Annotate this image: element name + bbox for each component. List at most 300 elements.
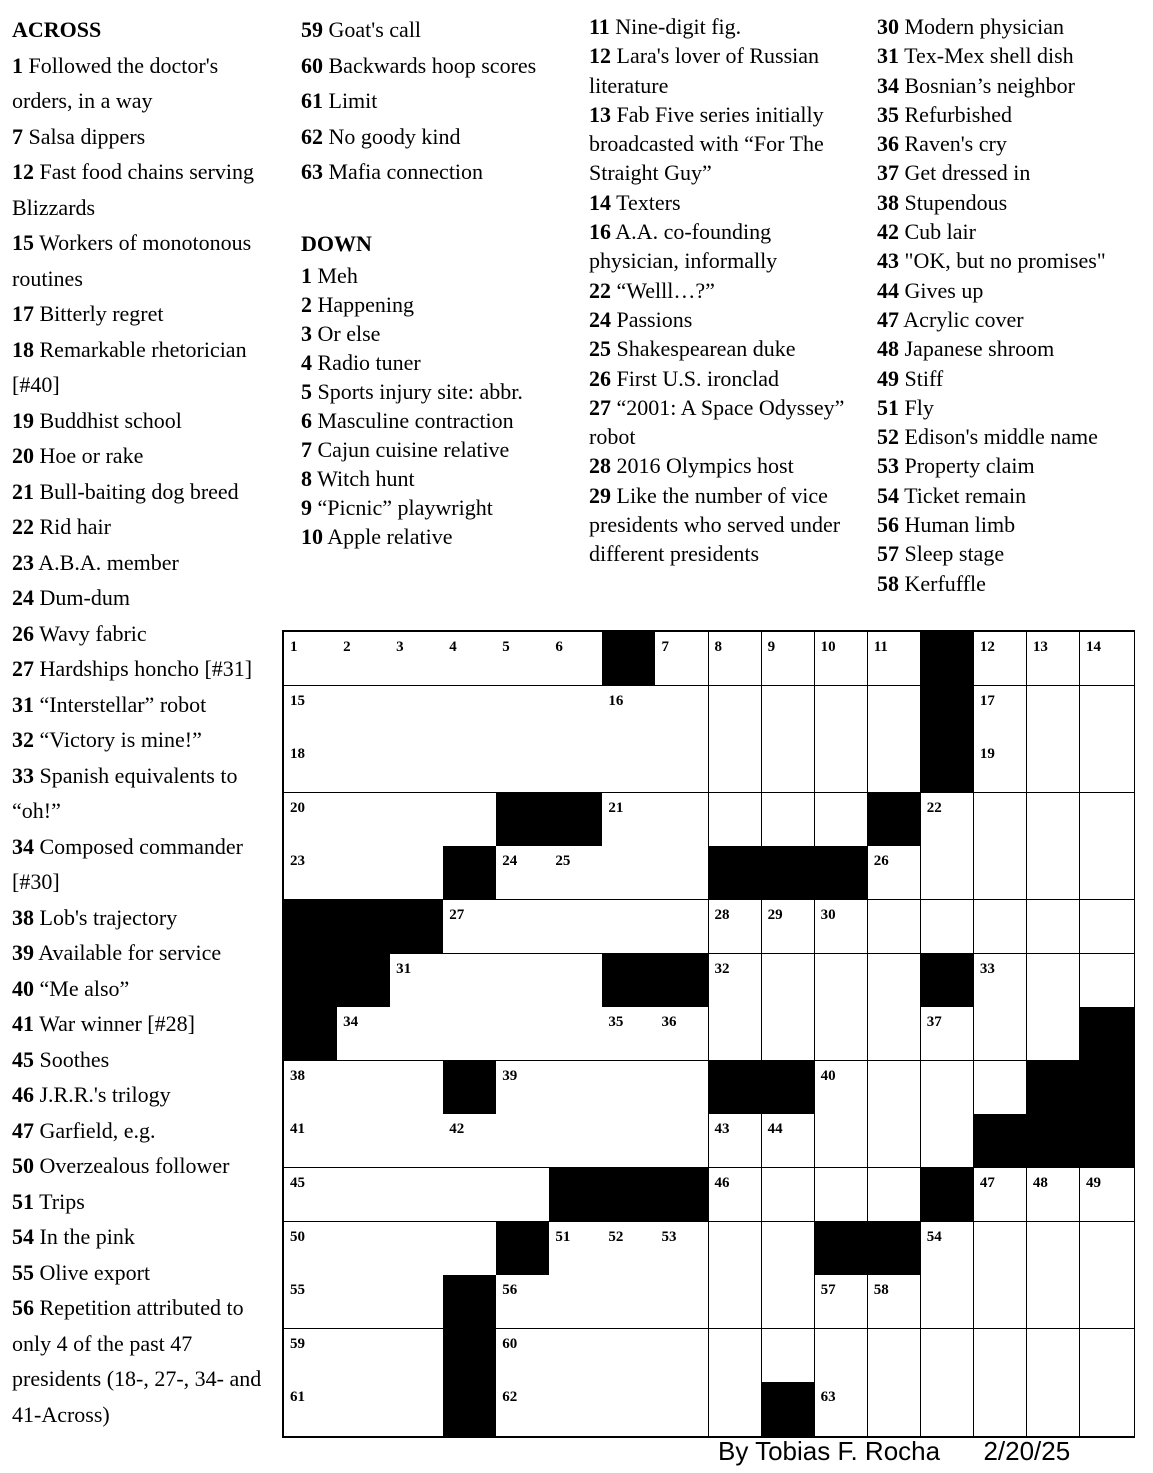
grid-cell[interactable] xyxy=(496,1007,550,1061)
grid-cell[interactable] xyxy=(815,793,869,847)
grid-cell[interactable] xyxy=(284,739,338,793)
grid-cell[interactable] xyxy=(549,1007,603,1061)
across-clue-22[interactable] xyxy=(12,509,280,545)
across-clue-46[interactable] xyxy=(12,1077,280,1113)
grid-cell[interactable] xyxy=(549,686,603,740)
grid-cell[interactable] xyxy=(815,1114,869,1168)
across-clue-50[interactable] xyxy=(12,1148,280,1184)
grid-cell[interactable] xyxy=(284,632,338,686)
grid-cell[interactable] xyxy=(1080,1275,1134,1329)
clue-number: 12 xyxy=(12,159,34,184)
grid-cell[interactable] xyxy=(1027,1275,1081,1329)
grid-cell[interactable] xyxy=(1080,793,1134,847)
grid-cell[interactable] xyxy=(921,1329,975,1383)
grid-cell[interactable] xyxy=(762,900,816,954)
grid-cell[interactable] xyxy=(762,793,816,847)
grid-cell[interactable] xyxy=(655,632,709,686)
grid-cell[interactable] xyxy=(337,1007,391,1061)
grid-cell[interactable] xyxy=(655,1061,709,1115)
grid-cell[interactable] xyxy=(443,900,497,954)
grid-cell[interactable] xyxy=(815,954,869,1008)
down-clue-11[interactable] xyxy=(589,12,864,41)
across-clue-21[interactable] xyxy=(12,474,280,510)
grid-cell[interactable] xyxy=(974,1382,1028,1436)
down-clue-4[interactable] xyxy=(301,348,571,377)
across-clue-63[interactable] xyxy=(301,154,571,190)
grid-cell[interactable] xyxy=(921,1114,975,1168)
grid-cell[interactable] xyxy=(496,739,550,793)
grid-cell[interactable] xyxy=(974,1007,1028,1061)
grid-cell[interactable] xyxy=(1080,900,1134,954)
grid-cell[interactable] xyxy=(655,846,709,900)
grid-cell[interactable] xyxy=(284,1382,338,1436)
grid-cell[interactable] xyxy=(868,1114,922,1168)
grid-cell[interactable] xyxy=(337,1329,391,1383)
across-clue-54[interactable] xyxy=(12,1219,280,1255)
grid-cell[interactable] xyxy=(602,1275,656,1329)
across-clue-39[interactable] xyxy=(12,935,280,971)
grid-cell[interactable] xyxy=(443,954,497,1008)
grid-cell[interactable] xyxy=(549,1275,603,1329)
down-clue-56[interactable] xyxy=(877,510,1147,539)
grid-cell[interactable] xyxy=(284,846,338,900)
down-clue-58[interactable] xyxy=(877,569,1147,598)
clue-text: Kerfuffle xyxy=(904,570,986,596)
grid-cell[interactable] xyxy=(709,686,763,740)
grid-cell[interactable] xyxy=(655,1007,709,1061)
across-clue-32[interactable] xyxy=(12,722,280,758)
grid-cell[interactable] xyxy=(337,846,391,900)
across-clue-33[interactable] xyxy=(12,758,280,829)
grid-cell[interactable] xyxy=(496,1114,550,1168)
grid-cell[interactable] xyxy=(762,686,816,740)
down-clue-35[interactable] xyxy=(877,100,1147,129)
down-clue-5[interactable] xyxy=(301,377,571,406)
grid-cell[interactable] xyxy=(1027,739,1081,793)
across-clue-17[interactable] xyxy=(12,296,280,332)
across-clue-15[interactable] xyxy=(12,225,280,296)
grid-cell[interactable] xyxy=(602,1222,656,1276)
grid-cell[interactable] xyxy=(974,1329,1028,1383)
grid-cell[interactable] xyxy=(762,632,816,686)
clue-text: In the pink xyxy=(39,1224,135,1249)
down-clue-26[interactable] xyxy=(589,364,864,393)
down-clue-38[interactable] xyxy=(877,188,1147,217)
grid-cell[interactable] xyxy=(815,1007,869,1061)
down-clue-27[interactable] xyxy=(589,393,864,452)
grid-cell[interactable] xyxy=(815,1061,869,1115)
grid-cell[interactable] xyxy=(815,632,869,686)
grid-cell[interactable] xyxy=(1027,686,1081,740)
across-clue-51[interactable] xyxy=(12,1184,280,1220)
grid-cell[interactable] xyxy=(284,686,338,740)
clue-text: War winner [#28] xyxy=(39,1011,195,1036)
down-clue-6[interactable] xyxy=(301,406,571,435)
grid-cell[interactable] xyxy=(1080,686,1134,740)
cell-number: 56 xyxy=(502,1282,518,1299)
grid-cell[interactable] xyxy=(390,1329,444,1383)
grid-cell[interactable] xyxy=(549,1061,603,1115)
grid-cell[interactable] xyxy=(762,1329,816,1383)
across-clue-20[interactable] xyxy=(12,438,280,474)
grid-cell[interactable] xyxy=(602,793,656,847)
grid-cell[interactable] xyxy=(709,1222,763,1276)
grid-cell[interactable] xyxy=(921,900,975,954)
grid-cell[interactable] xyxy=(390,1382,444,1436)
grid-cell[interactable] xyxy=(709,739,763,793)
grid-cell[interactable] xyxy=(762,739,816,793)
grid-cell[interactable] xyxy=(655,1382,709,1436)
grid-cell[interactable] xyxy=(815,900,869,954)
across-clue-56[interactable] xyxy=(12,1290,280,1432)
down-clue-37[interactable] xyxy=(877,158,1147,187)
grid-cell[interactable] xyxy=(390,793,444,847)
down-clue-57[interactable] xyxy=(877,539,1147,568)
grid-cell[interactable] xyxy=(815,1329,869,1383)
grid-cell[interactable] xyxy=(868,1061,922,1115)
grid-cell[interactable] xyxy=(709,793,763,847)
across-clue-55[interactable] xyxy=(12,1255,280,1291)
clue-text: Soothes xyxy=(39,1046,110,1072)
grid-cell[interactable] xyxy=(337,1168,391,1222)
grid-cell[interactable] xyxy=(390,846,444,900)
down-clue-49[interactable] xyxy=(877,364,1147,393)
down-clue-13[interactable] xyxy=(589,100,864,188)
grid-cell[interactable] xyxy=(921,1275,975,1329)
grid-cell[interactable] xyxy=(921,1061,975,1115)
grid-cell[interactable] xyxy=(443,1114,497,1168)
grid-cell[interactable] xyxy=(709,954,763,1008)
clue-number: 1 xyxy=(12,52,23,78)
grid-cell[interactable] xyxy=(974,1168,1028,1222)
grid-cell[interactable] xyxy=(496,1382,550,1436)
grid-cell[interactable] xyxy=(762,1168,816,1222)
grid-cell[interactable] xyxy=(815,739,869,793)
across-clue-7[interactable] xyxy=(12,119,280,155)
grid-cell[interactable] xyxy=(390,632,444,686)
grid-cell[interactable] xyxy=(390,954,444,1008)
grid-cell[interactable] xyxy=(762,954,816,1008)
clue-text: Fast food chains serving Blizzards xyxy=(12,159,254,220)
across-clue-19[interactable] xyxy=(12,403,280,439)
across-clue-24[interactable] xyxy=(12,580,280,616)
grid-cell[interactable] xyxy=(337,686,391,740)
grid-cell[interactable] xyxy=(496,846,550,900)
cell-number: 5 xyxy=(502,639,510,655)
grid-cell[interactable] xyxy=(1080,1168,1134,1222)
grid-cell[interactable] xyxy=(443,632,497,686)
grid-cell[interactable] xyxy=(549,1222,603,1276)
grid-cell[interactable] xyxy=(709,1168,763,1222)
across-clue-18[interactable] xyxy=(12,332,280,403)
grid-cell[interactable] xyxy=(443,739,497,793)
across-clue-60[interactable] xyxy=(301,48,571,84)
across-clue-34[interactable] xyxy=(12,829,280,900)
grid-cell[interactable] xyxy=(655,739,709,793)
clue-text: “Victory is mine!” xyxy=(39,727,202,752)
grid-cell[interactable] xyxy=(868,686,922,740)
grid-cell[interactable] xyxy=(390,1061,444,1115)
grid-cell[interactable] xyxy=(337,1222,391,1276)
down-clue-30[interactable] xyxy=(877,12,1147,41)
grid-cell[interactable] xyxy=(655,793,709,847)
across-clue-47[interactable] xyxy=(12,1113,280,1149)
grid-cell[interactable] xyxy=(1080,846,1134,900)
grid-cell[interactable] xyxy=(921,1007,975,1061)
grid-cell[interactable] xyxy=(496,1061,550,1115)
grid-cell[interactable] xyxy=(284,1222,338,1276)
grid-cell[interactable] xyxy=(868,954,922,1008)
down-clue-8[interactable] xyxy=(301,464,571,493)
grid-cell[interactable] xyxy=(868,846,922,900)
grid-cell[interactable] xyxy=(921,1222,975,1276)
grid-cell[interactable] xyxy=(974,1061,1028,1115)
down-clue-51[interactable] xyxy=(877,393,1147,422)
grid-cell[interactable] xyxy=(1027,793,1081,847)
grid-cell[interactable] xyxy=(921,846,975,900)
clue-text: Apple relative xyxy=(327,524,453,549)
grid-cell[interactable] xyxy=(974,846,1028,900)
grid-cell[interactable] xyxy=(974,739,1028,793)
grid-cell[interactable] xyxy=(709,1329,763,1383)
grid-cell[interactable] xyxy=(337,739,391,793)
down-clue-1[interactable] xyxy=(301,261,571,290)
cell-number: 59 xyxy=(290,1335,305,1352)
grid-cell[interactable] xyxy=(655,900,709,954)
grid-cell[interactable] xyxy=(815,1382,869,1436)
down-clue-52[interactable] xyxy=(877,422,1147,451)
black-square xyxy=(443,1275,497,1329)
grid-cell[interactable] xyxy=(443,793,497,847)
grid-cell[interactable] xyxy=(868,900,922,954)
grid-cell[interactable] xyxy=(868,739,922,793)
cell-number: 55 xyxy=(290,1282,305,1299)
grid-cell[interactable] xyxy=(709,1007,763,1061)
across-clue-12[interactable] xyxy=(12,154,280,225)
grid-cell[interactable] xyxy=(974,954,1028,1008)
down-clue-14[interactable] xyxy=(589,188,864,217)
grid-cell[interactable] xyxy=(602,1329,656,1383)
grid-cell[interactable] xyxy=(284,1168,338,1222)
grid-cell[interactable] xyxy=(815,1168,869,1222)
grid-cell[interactable] xyxy=(284,793,338,847)
grid-cell[interactable] xyxy=(337,1382,391,1436)
grid-cell[interactable] xyxy=(337,1275,391,1329)
grid-cell[interactable] xyxy=(602,1007,656,1061)
grid-cell[interactable] xyxy=(496,954,550,1008)
down-clue-44[interactable] xyxy=(877,276,1147,305)
grid-cell[interactable] xyxy=(549,900,603,954)
down-clue-9[interactable] xyxy=(301,493,571,522)
grid-cell[interactable] xyxy=(284,1329,338,1383)
grid-cell[interactable] xyxy=(1027,1222,1081,1276)
grid-cell[interactable] xyxy=(337,1061,391,1115)
grid-cell[interactable] xyxy=(496,1329,550,1383)
grid-cell[interactable] xyxy=(1027,1329,1081,1383)
grid-cell[interactable] xyxy=(390,739,444,793)
grid-cell[interactable] xyxy=(390,1168,444,1222)
down-clue-3[interactable] xyxy=(301,319,571,348)
down-clue-43[interactable] xyxy=(877,246,1147,275)
grid-cell[interactable] xyxy=(1027,954,1081,1008)
down-clue-31[interactable] xyxy=(877,41,1147,70)
grid-cell[interactable] xyxy=(655,686,709,740)
grid-cell[interactable] xyxy=(390,1007,444,1061)
grid-cell[interactable] xyxy=(549,846,603,900)
grid-cell[interactable] xyxy=(1080,954,1134,1008)
down-clue-42[interactable] xyxy=(877,217,1147,246)
grid-cell[interactable] xyxy=(1027,1168,1081,1222)
clue-number: 52 xyxy=(877,424,899,450)
grid-cell[interactable] xyxy=(974,632,1028,686)
grid-cell[interactable] xyxy=(284,1114,338,1168)
grid-cell[interactable] xyxy=(496,686,550,740)
clue-text: Gives up xyxy=(904,277,984,303)
down-clue-16[interactable] xyxy=(589,217,864,276)
grid-cell[interactable] xyxy=(868,1382,922,1436)
grid-cell[interactable] xyxy=(602,1382,656,1436)
across-clue-1[interactable] xyxy=(12,48,280,119)
grid-cell[interactable] xyxy=(337,793,391,847)
grid-cell[interactable] xyxy=(1080,632,1134,686)
down-clue-12[interactable] xyxy=(589,41,864,100)
down-clue-22[interactable] xyxy=(589,276,864,305)
across-clue-61[interactable] xyxy=(301,83,571,119)
grid-cell[interactable] xyxy=(1027,1007,1081,1061)
grid-cell[interactable] xyxy=(762,1007,816,1061)
down-clue-53[interactable] xyxy=(877,451,1147,480)
grid-cell[interactable] xyxy=(868,1168,922,1222)
grid-cell[interactable] xyxy=(1027,1382,1081,1436)
grid-cell[interactable] xyxy=(868,1275,922,1329)
grid-cell[interactable] xyxy=(496,900,550,954)
cell-number: 11 xyxy=(873,639,888,655)
grid-cell[interactable] xyxy=(762,1114,816,1168)
across-clue-23[interactable] xyxy=(12,545,280,581)
grid-cell[interactable] xyxy=(974,686,1028,740)
grid-cell[interactable] xyxy=(284,1061,338,1115)
grid-cell[interactable] xyxy=(602,739,656,793)
grid-cell[interactable] xyxy=(762,1222,816,1276)
grid-cell[interactable] xyxy=(868,1329,922,1383)
grid-cell[interactable] xyxy=(1027,632,1081,686)
grid-cell[interactable] xyxy=(1080,1382,1134,1436)
grid-cell[interactable] xyxy=(549,632,603,686)
grid-cell[interactable] xyxy=(921,1382,975,1436)
grid-cell[interactable] xyxy=(655,1275,709,1329)
grid-cell[interactable] xyxy=(549,739,603,793)
grid-cell[interactable] xyxy=(549,1382,603,1436)
crossword-grid[interactable] xyxy=(282,630,1135,1438)
grid-cell[interactable] xyxy=(974,793,1028,847)
grid-cell[interactable] xyxy=(868,1007,922,1061)
across-clue-27[interactable] xyxy=(12,651,280,687)
across-clue-41[interactable] xyxy=(12,1006,280,1042)
across-clue-31[interactable] xyxy=(12,687,280,723)
down-clue-48[interactable] xyxy=(877,334,1147,363)
grid-cell[interactable] xyxy=(762,1275,816,1329)
grid-cell[interactable] xyxy=(709,1382,763,1436)
grid-cell[interactable] xyxy=(443,1007,497,1061)
grid-cell[interactable] xyxy=(1080,1329,1134,1383)
grid-cell[interactable] xyxy=(443,686,497,740)
grid-cell[interactable] xyxy=(602,846,656,900)
grid-cell[interactable] xyxy=(921,793,975,847)
down-clue-24[interactable] xyxy=(589,305,864,334)
grid-cell[interactable] xyxy=(337,1114,391,1168)
grid-cell[interactable] xyxy=(443,1222,497,1276)
grid-cell[interactable] xyxy=(549,1329,603,1383)
grid-cell[interactable] xyxy=(709,632,763,686)
grid-cell[interactable] xyxy=(496,632,550,686)
grid-cell[interactable] xyxy=(974,1275,1028,1329)
clue-text: Modern physician xyxy=(904,14,1064,39)
across-clue-59[interactable] xyxy=(301,12,571,48)
grid-cell[interactable] xyxy=(496,1168,550,1222)
down-clue-25[interactable] xyxy=(589,334,864,363)
across-clue-45[interactable] xyxy=(12,1042,280,1078)
grid-cell[interactable] xyxy=(1080,1222,1134,1276)
down-clue-47[interactable] xyxy=(877,305,1147,334)
grid-cell[interactable] xyxy=(443,1168,497,1222)
grid-cell[interactable] xyxy=(1027,846,1081,900)
grid-cell[interactable] xyxy=(709,1275,763,1329)
grid-cell[interactable] xyxy=(602,900,656,954)
grid-cell[interactable] xyxy=(1027,900,1081,954)
down-clue-28[interactable] xyxy=(589,451,864,480)
down-clue-29[interactable] xyxy=(589,481,864,569)
grid-cell[interactable] xyxy=(496,1275,550,1329)
grid-cell[interactable] xyxy=(602,686,656,740)
black-square xyxy=(709,1061,763,1115)
grid-cell[interactable] xyxy=(709,1114,763,1168)
grid-cell[interactable] xyxy=(815,686,869,740)
across-clue-62[interactable] xyxy=(301,119,571,155)
down-clue-54[interactable] xyxy=(877,481,1147,510)
grid-cell[interactable] xyxy=(974,1222,1028,1276)
grid-cell[interactable] xyxy=(284,1275,338,1329)
black-square xyxy=(921,739,975,793)
cell-number: 21 xyxy=(608,799,624,816)
grid-cell[interactable] xyxy=(602,1114,656,1168)
grid-cell[interactable] xyxy=(815,1275,869,1329)
grid-cell[interactable] xyxy=(655,1114,709,1168)
down-clue-2[interactable] xyxy=(301,290,571,319)
down-clue-7[interactable] xyxy=(301,435,571,464)
grid-cell[interactable] xyxy=(1080,739,1134,793)
grid-cell[interactable] xyxy=(390,686,444,740)
grid-cell[interactable] xyxy=(337,632,391,686)
grid-cell[interactable] xyxy=(390,1275,444,1329)
grid-cell[interactable] xyxy=(655,1222,709,1276)
grid-cell[interactable] xyxy=(549,954,603,1008)
grid-cell[interactable] xyxy=(709,900,763,954)
down-clue-10[interactable] xyxy=(301,522,571,551)
across-clue-38[interactable] xyxy=(12,900,280,936)
grid-cell[interactable] xyxy=(974,900,1028,954)
grid-cell[interactable] xyxy=(390,1114,444,1168)
across-clue-40[interactable] xyxy=(12,971,280,1007)
grid-cell[interactable] xyxy=(868,632,922,686)
across-clue-26[interactable] xyxy=(12,616,280,652)
down-clue-36[interactable] xyxy=(877,129,1147,158)
grid-cell[interactable] xyxy=(549,1114,603,1168)
grid-cell[interactable] xyxy=(390,1222,444,1276)
grid-cell[interactable] xyxy=(602,1061,656,1115)
clue-text: Wavy fabric xyxy=(39,620,147,646)
down-clue-34[interactable] xyxy=(877,71,1147,100)
grid-cell[interactable] xyxy=(655,1329,709,1383)
